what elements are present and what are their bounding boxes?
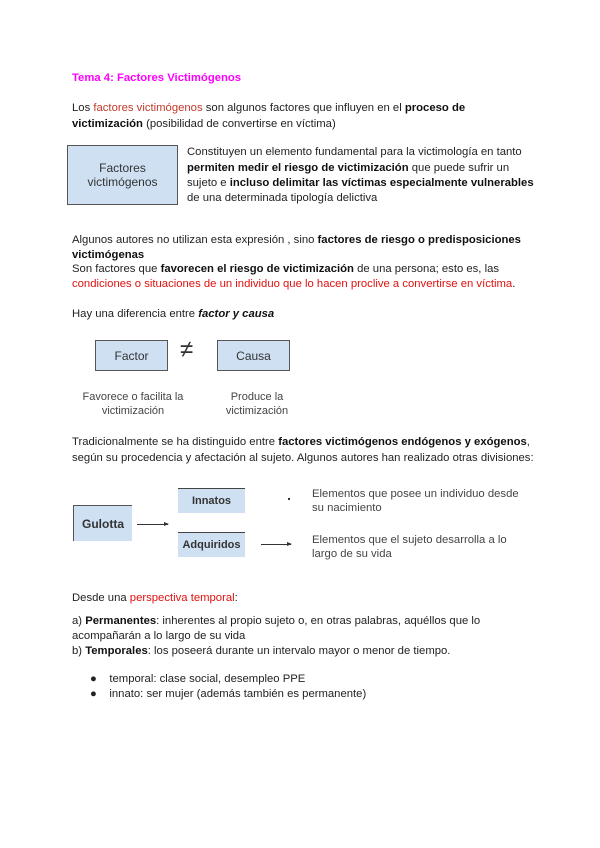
bullet-item: ● innato: ser mujer (además también es permanente) <box>90 688 367 700</box>
text: Hay una diferencia entre <box>72 308 199 320</box>
bold-text: factores de riesgo o predisposiciones <box>317 234 521 246</box>
text: que puede sufrir un <box>408 162 510 174</box>
text: Son factores que <box>72 263 161 275</box>
intro-line-2 <box>72 117 336 132</box>
text: Algunos autores no utilizan esta expresión , sino <box>72 234 318 246</box>
desc-line-3 <box>187 176 534 191</box>
bullet-item: ● temporal: clase social, desempleo PPE <box>90 673 306 685</box>
p3 <box>72 307 274 322</box>
p5 <box>72 591 238 606</box>
p4-line-2: según su procedencia y afectación al sujeto. Algunos autores han realizado otras divisiones: <box>72 452 534 464</box>
arrow-icon <box>261 544 291 545</box>
p4-line-1 <box>72 435 530 450</box>
p2-line-3 <box>72 262 499 277</box>
text: son algunos factores que influyen en el <box>202 102 405 114</box>
highlight-text: factores victimógenos <box>93 102 203 114</box>
not-equal-symbol: ≠ <box>180 336 194 363</box>
page-title: Tema 4: Factores Victimógenos <box>72 72 242 84</box>
adquiridos-description: Elementos que el sujeto desarrolla a lo largo de su vida <box>312 534 507 560</box>
item-a <box>72 614 480 629</box>
causa-box: Causa <box>217 340 290 371</box>
bold-text: proceso de <box>404 102 466 114</box>
innatos-box: Innatos <box>178 488 245 513</box>
factores-box: Factores victimógenos <box>67 145 178 205</box>
text: : inherentes al propio sujeto o, en otras palabras, aquéllos que lo <box>156 615 481 627</box>
intro-line-1 <box>72 101 465 116</box>
bold-text: Temporales <box>85 645 148 657</box>
desc-line-1: Constituyen un elemento fundamental para la victimología en tanto <box>187 146 522 158</box>
bold-italic-text: factor y causa <box>198 308 275 320</box>
p2-line-2 <box>72 248 144 263</box>
gulotta-box: Gulotta <box>73 505 132 541</box>
text: Los <box>72 102 94 114</box>
p2-line-4 <box>72 277 515 292</box>
bold-text: factores victimógenos endógenos y exógenos <box>278 436 527 448</box>
text: b) <box>72 645 86 657</box>
desc-line-2 <box>187 161 509 176</box>
item-b <box>72 644 450 659</box>
text: Tradicionalmente se ha distinguido entre <box>72 436 279 448</box>
text: temporal: clase social, desempleo PPE <box>109 673 306 685</box>
text: , <box>526 436 530 448</box>
p2-line-1 <box>72 233 521 248</box>
innatos-description: Elementos que posee un individuo desde su nacimiento <box>312 488 519 514</box>
bold-text: victimógenas <box>72 249 145 261</box>
bold-text: Permanentes <box>85 615 157 627</box>
text: de una persona; esto es, las <box>353 263 500 275</box>
item-a-line-2: acompañarán a lo largo de su vida <box>72 630 246 642</box>
text: sujeto e <box>187 177 230 189</box>
arrow-icon <box>137 524 168 525</box>
factor-box: Factor <box>95 340 168 371</box>
text: a) <box>72 615 86 627</box>
text: : los poseerá durante un intervalo mayor o menor de tiempo. <box>147 645 451 657</box>
arrow-icon <box>288 498 290 500</box>
highlight-text: perspectiva temporal <box>129 592 235 604</box>
factor-caption: Favorece o facilita la victimización <box>82 391 184 417</box>
causa-caption: Produce la victimización <box>225 391 289 417</box>
bold-text: victimización <box>72 118 143 130</box>
bold-text: permiten medir el riesgo de victimización <box>187 162 409 174</box>
text: Desde una <box>72 592 130 604</box>
adquiridos-box: Adquiridos <box>178 532 245 557</box>
text: : <box>234 592 238 604</box>
bold-text: incluso delimitar las víctimas especialmente vulnerables <box>229 177 534 189</box>
bold-text: favorecen el riesgo de victimización <box>160 263 354 275</box>
text: . <box>512 278 516 290</box>
text: (posibilidad de convertirse en víctima) <box>142 118 336 130</box>
highlight-text: condiciones o situaciones de un individuo que lo hacen proclive a convertirse en víctima <box>72 278 513 290</box>
text: innato: ser mujer (además también es permanente) <box>109 688 367 700</box>
desc-line-4: de una determinada tipología delictiva <box>187 192 378 204</box>
